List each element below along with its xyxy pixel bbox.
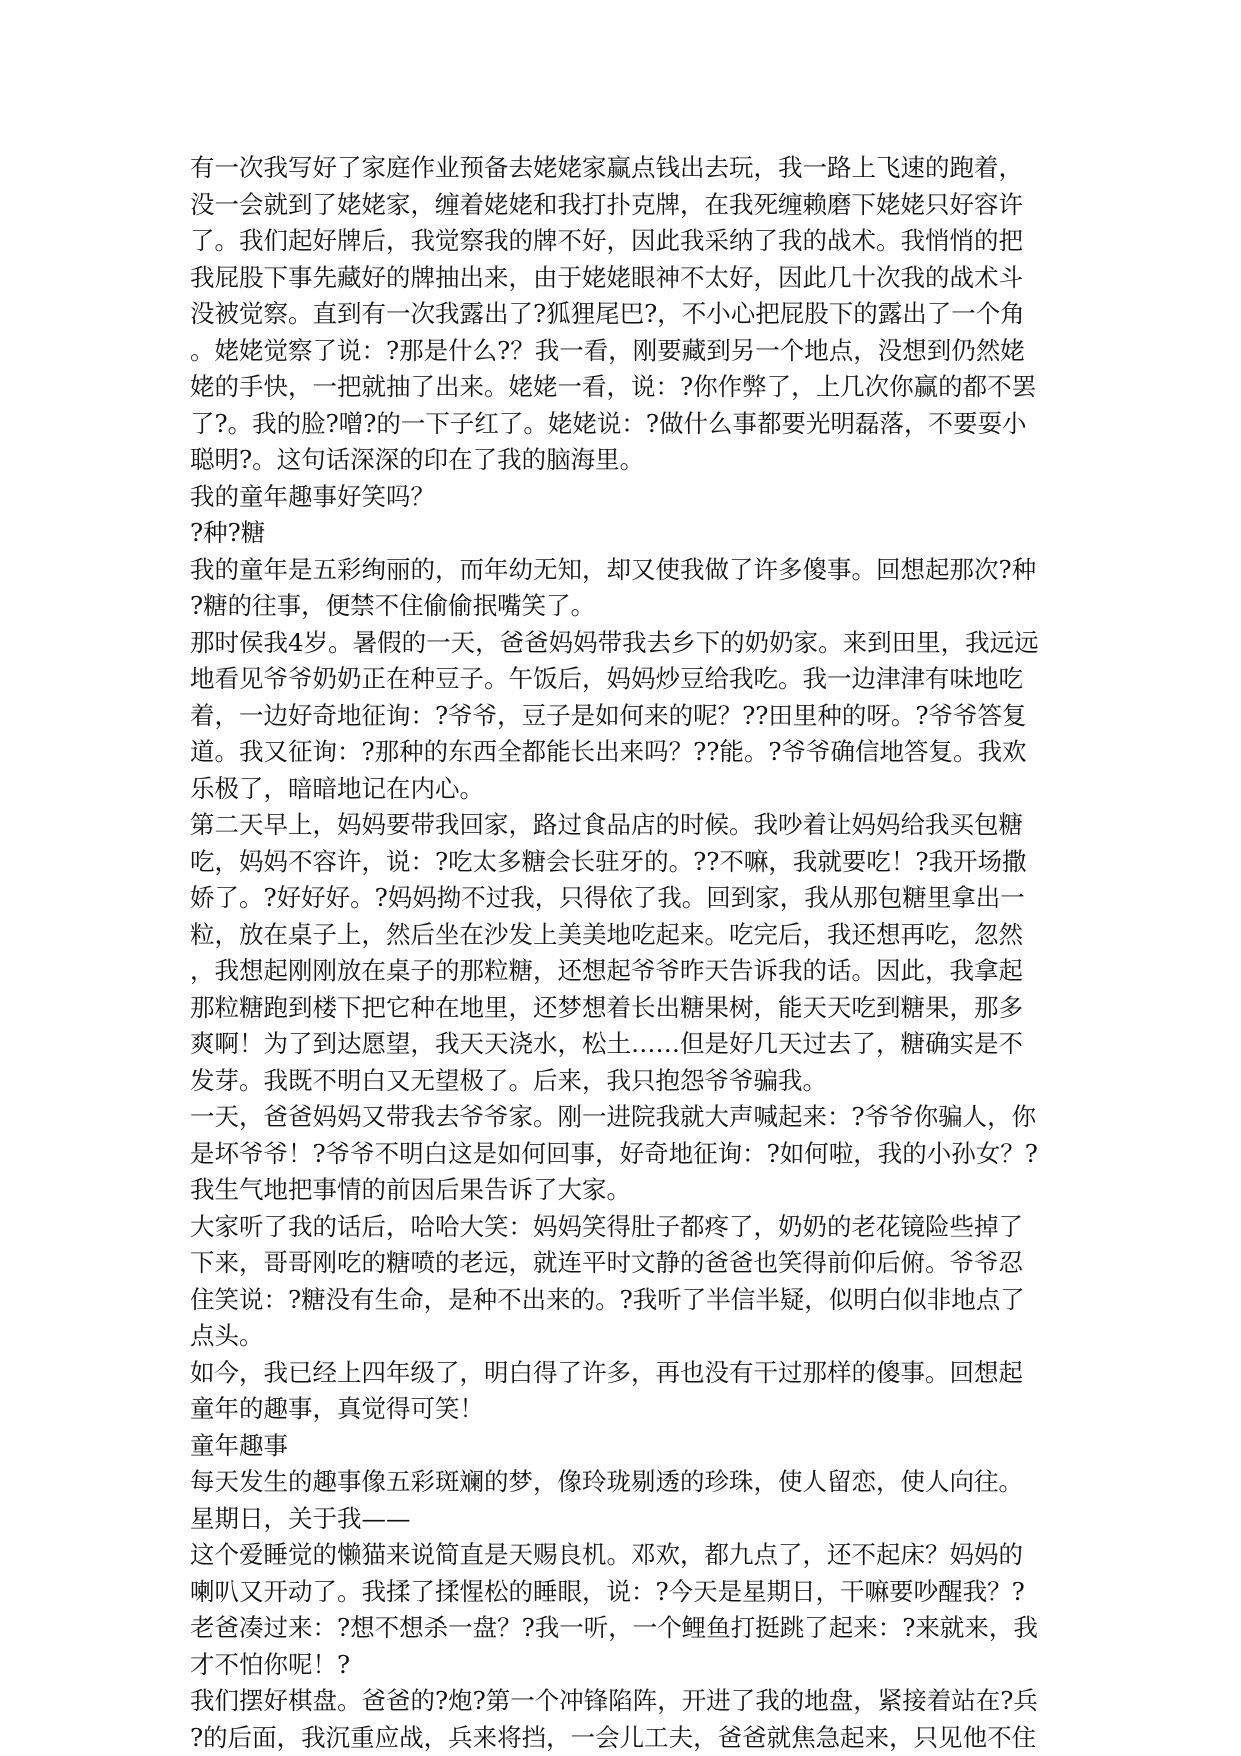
document-page bbox=[190, 150, 1050, 1756]
section-title-childhood-fun bbox=[190, 1428, 1050, 1465]
text-line: 发芽。我既不明白又无望极了。后来，我只抱怨爷爷骗我。 bbox=[190, 1063, 1050, 1100]
text-line: 没被觉察。直到有一次我露出了?狐狸尾巴?，不小心把屁股下的露出了一个角 bbox=[190, 296, 1050, 333]
text-line: 地看见爷爷奶奶正在种豆子。午饭后，妈妈炒豆给我吃。我一边津津有味地吃 bbox=[190, 661, 1050, 698]
text-line: 爽啊！为了到达愿望，我天天浇水，松土……但是好几天过去了，糖确实是不 bbox=[190, 1026, 1050, 1063]
paragraph-cards-story bbox=[190, 150, 1050, 479]
paragraph-chess bbox=[190, 1683, 1050, 1756]
paragraph-now bbox=[190, 1355, 1050, 1428]
text-line: 住笑说：?糖没有生命，是种不出来的。?我听了半信半疑，似明白似非地点了 bbox=[190, 1282, 1050, 1319]
text-line: 我们摆好棋盘。爸爸的?炮?第一个冲锋陷阵，开进了我的地盘，紧接着站在?兵 bbox=[190, 1683, 1050, 1720]
text-line: 喇叭又开动了。我揉了揉惺松的睡眼，说：?今天是星期日，干嘛要吵醒我？? bbox=[190, 1574, 1050, 1611]
text-line: 我的童年是五彩绚丽的，而年幼无知，却又使我做了许多傻事。回想起那次?种 bbox=[190, 552, 1050, 589]
paragraph-question bbox=[190, 479, 1050, 516]
text-line: 道。我又征询：?那种的东西全都能长出来吗？??能。?爷爷确信地答复。我欢 bbox=[190, 734, 1050, 771]
text-line: 。姥姥觉察了说：?那是什么?？我一看，刚要藏到另一个地点，没想到仍然姥 bbox=[190, 333, 1050, 370]
text-line: 老爸凑过来：?想不想杀一盘？?我一听，一个鲤鱼打挺跳了起来：?来就来，我 bbox=[190, 1610, 1050, 1647]
paragraph-grandpa-visit bbox=[190, 1099, 1050, 1209]
text-line: 下来，哥哥刚吃的糖喷的老远，就连平时文静的爸爸也笑得前仰后俯。爷爷忍 bbox=[190, 1245, 1050, 1282]
text-line: 没一会就到了姥姥家，缠着姥姥和我打扑克牌，在我死缠赖磨下姥姥只好容许 bbox=[190, 187, 1050, 224]
text-line: 点头。 bbox=[190, 1318, 1050, 1355]
section-title-planting-candy bbox=[190, 515, 1050, 552]
text-line: 了?。我的脸?噌?的一下子红了。姥姥说：?做什么事都要光明磊落，不要耍小 bbox=[190, 406, 1050, 443]
text-line: 我屁股下事先藏好的牌抽出来，由于姥姥眼神不太好，因此几十次我的战术斗 bbox=[190, 260, 1050, 297]
text-line: 我生气地把事情的前因后果告诉了大家。 bbox=[190, 1172, 1050, 1209]
paragraph-summer bbox=[190, 625, 1050, 808]
text-line: 如今，我已经上四年级了，明白得了许多，再也没有干过那样的傻事。回想起 bbox=[190, 1355, 1050, 1392]
text-line: 聪明?。这句话深深的印在了我的脑海里。 bbox=[190, 442, 1050, 479]
text-line: 粒，放在桌子上，然后坐在沙发上美美地吃起来。吃完后，我还想再吃，忽然 bbox=[190, 917, 1050, 954]
text-line: 我的童年趣事好笑吗？ bbox=[190, 479, 1050, 516]
paragraph-next-day bbox=[190, 807, 1050, 1099]
text-line: ，我想起刚刚放在桌子的那粒糖，还想起爷爷昨天告诉我的话。因此，我拿起 bbox=[190, 953, 1050, 990]
paragraph-laughter bbox=[190, 1209, 1050, 1355]
text-line: 才不怕你呢！? bbox=[190, 1647, 1050, 1684]
text-line: 姥的手快，一把就抽了出来。姥姥一看，说：?你作弊了，上几次你赢的都不罢 bbox=[190, 369, 1050, 406]
text-line: 是坏爷爷！?爷爷不明白这是如何回事，好奇地征询：?如何啦，我的小孙女？? bbox=[190, 1136, 1050, 1173]
paragraph-daily-fun bbox=[190, 1464, 1050, 1501]
text-line: ?种?糖 bbox=[190, 515, 1050, 552]
text-line: 了。我们起好牌后，我觉察我的牌不好，因此我采纳了我的战术。我悄悄的把 bbox=[190, 223, 1050, 260]
text-line: 吃，妈妈不容许，说：?吃太多糖会长驻牙的。??不嘛，我就要吃！?我开场撒 bbox=[190, 844, 1050, 881]
text-line: 每天发生的趣事像五彩斑斓的梦，像玲珑剔透的珍珠，使人留恋，使人向往。 bbox=[190, 1464, 1050, 1501]
text-line: 那时侯我4岁。暑假的一天，爸爸妈妈带我去乡下的奶奶家。来到田里，我远远 bbox=[190, 625, 1050, 662]
paragraph-intro bbox=[190, 552, 1050, 625]
text-line: 有一次我写好了家庭作业预备去姥姥家赢点钱出去玩，我一路上飞速的跑着， bbox=[190, 150, 1050, 187]
text-line: 星期日，关于我—— bbox=[190, 1501, 1050, 1538]
text-line: 这个爱睡觉的懒猫来说简直是天赐良机。邓欢，都九点了，还不起床？妈妈的 bbox=[190, 1537, 1050, 1574]
text-line: 第二天早上，妈妈要带我回家，路过食品店的时候。我吵着让妈妈给我买包糖 bbox=[190, 807, 1050, 844]
text-line: 一天，爸爸妈妈又带我去爷爷家。刚一进院我就大声喊起来：?爷爷你骗人，你 bbox=[190, 1099, 1050, 1136]
text-line: ?的后面，我沉重应战，兵来将挡，一会儿工夫，爸爸就焦急起来，只见他不住 bbox=[190, 1720, 1050, 1756]
text-line: 那粒糖跑到楼下把它种在地里，还梦想着长出糖果树，能天天吃到糖果，那多 bbox=[190, 990, 1050, 1027]
text-line: 童年的趣事，真觉得可笑！ bbox=[190, 1391, 1050, 1428]
text-line: ?糖的往事，便禁不住偷偷抿嘴笑了。 bbox=[190, 588, 1050, 625]
text-line: 童年趣事 bbox=[190, 1428, 1050, 1465]
text-line: 大家听了我的话后，哈哈大笑：妈妈笑得肚子都疼了，奶奶的老花镜险些掉了 bbox=[190, 1209, 1050, 1246]
paragraph-lazy-cat bbox=[190, 1537, 1050, 1683]
text-line: 着，一边好奇地征询：?爷爷，豆子是如何来的呢？??田里种的呀。?爷爷答复 bbox=[190, 698, 1050, 735]
text-line: 娇了。?好好好。?妈妈拗不过我，只得依了我。回到家，我从那包糖里拿出一 bbox=[190, 880, 1050, 917]
paragraph-sunday bbox=[190, 1501, 1050, 1538]
text-line: 乐极了，暗暗地记在内心。 bbox=[190, 771, 1050, 808]
